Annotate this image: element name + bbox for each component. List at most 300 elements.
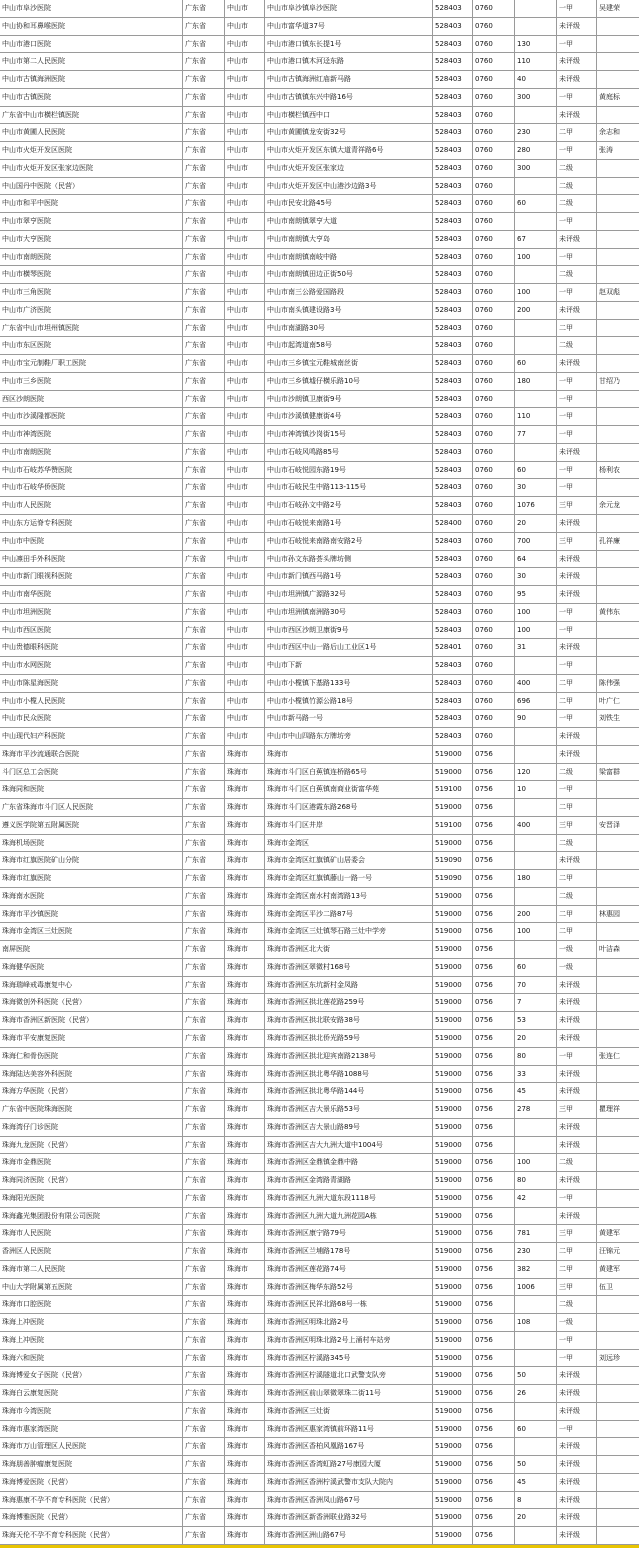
director-cell [596,1119,639,1136]
hospital-name-cell: 中山市横琴医院 [2,270,51,279]
postcode-cell: 519000 [432,941,472,958]
province-cell: 广东省 [182,959,224,976]
table-row [0,1350,639,1368]
grade-cell: 一甲 [556,89,596,106]
director-cell [596,1314,639,1331]
grade-cell: 一甲 [556,710,596,727]
province-cell: 广东省 [182,675,224,692]
city-cell: 中山市 [224,302,264,319]
area-code-cell: 0756 [472,799,514,816]
address-cell: 中山市南头镇建设路3号 [264,302,432,319]
table-row [0,906,639,924]
table-row [0,1225,639,1243]
province-cell: 广东省 [182,1350,224,1367]
address-cell: 中山市富华道37号 [264,18,432,35]
city-cell: 中山市 [224,36,264,53]
province-cell: 广东省 [182,426,224,443]
province-cell: 广东省 [182,302,224,319]
bed-count-cell: 300 [514,89,556,106]
postcode-cell: 519000 [432,1296,472,1313]
hospital-name-cell: 中山市石岐苏华赞医院 [2,465,72,474]
area-code-cell: 0760 [472,231,514,248]
hospital-name-cell: 斗门区总工会医院 [2,767,58,776]
hospital-name-cell: 中山大学附属第五医院 [2,1282,72,1291]
table-row [0,1243,639,1261]
postcode-cell: 528403 [432,71,472,88]
postcode-cell: 528403 [432,178,472,195]
grade-cell: 未评级 [556,302,596,319]
postcode-cell: 528403 [432,302,472,319]
postcode-cell: 519000 [432,1243,472,1260]
area-code-cell: 0756 [472,1243,514,1260]
table-row [0,1119,639,1137]
address-cell: 中山市南朗镇南岐中路 [264,249,432,266]
area-code-cell: 0756 [472,870,514,887]
table-row [0,622,639,640]
province-cell: 广东省 [182,1048,224,1065]
city-cell: 中山市 [224,71,264,88]
city-cell: 中山市 [224,53,264,70]
director-cell: 刘远珍 [596,1350,639,1367]
area-code-cell: 0756 [472,835,514,852]
director-cell [596,1456,639,1473]
grade-cell: 一甲 [556,284,596,301]
address-cell: 珠海市香洲区东坑新村金凤路 [264,977,432,994]
postcode-cell: 528403 [432,124,472,141]
hospital-name-cell: 珠海鑫光集团股份有限公司医院 [2,1211,100,1220]
bed-count-cell: 40 [514,71,556,88]
grade-cell: 一甲 [556,213,596,230]
city-cell: 珠海市 [224,746,264,763]
director-cell: 伍卫 [596,1279,639,1296]
area-code-cell: 0760 [472,568,514,585]
address-cell: 中山市坦洲镇广源路32号 [264,586,432,603]
hospital-name-cell: 珠海市香洲区新医院（民营） [2,1016,93,1025]
city-cell: 中山市 [224,462,264,479]
table-row [0,977,639,995]
city-cell: 中山市 [224,124,264,141]
city-cell: 珠海市 [224,923,264,940]
postcode-cell: 519000 [432,977,472,994]
grade-cell: 一甲 [556,622,596,639]
address-cell: 中山市石岐悦来南路南安路2号 [264,533,432,550]
director-cell [596,320,639,337]
bed-count-cell: 42 [514,1190,556,1207]
city-cell: 珠海市 [224,781,264,798]
area-code-cell: 0760 [472,178,514,195]
area-code-cell: 0760 [472,604,514,621]
postcode-cell: 528403 [432,249,472,266]
area-code-cell: 0760 [472,0,514,17]
director-cell [596,1509,639,1526]
hospital-name-cell: 珠海市今湾医院 [2,1406,51,1415]
grade-cell: 未评级 [556,1492,596,1509]
city-cell: 珠海市 [224,1403,264,1420]
director-cell [596,160,639,177]
grade-cell: 未评级 [556,1385,596,1402]
province-cell: 广东省 [182,107,224,124]
bed-count-cell: 26 [514,1385,556,1402]
bed-count-cell: 67 [514,231,556,248]
table-row [0,781,639,799]
area-code-cell: 0756 [472,1172,514,1189]
table-row [0,533,639,551]
hospital-name-cell: 中山市新门眼视科医院 [2,572,72,581]
director-cell [596,1438,639,1455]
bed-count-cell: 30 [514,479,556,496]
province-cell: 广东省 [182,1101,224,1118]
director-cell [596,852,639,869]
hospital-name-cell: 中山市港口医院 [2,39,51,48]
area-code-cell: 0756 [472,1456,514,1473]
grade-cell: 二级 [556,1154,596,1171]
city-cell: 中山市 [224,444,264,461]
hospital-name-cell: 珠海同济医院（民营） [2,1176,72,1185]
postcode-cell: 519000 [432,994,472,1011]
city-cell: 中山市 [224,639,264,656]
province-cell: 广东省 [182,764,224,781]
bed-count-cell [514,1296,556,1313]
table-row [0,213,639,231]
province-cell: 广东省 [182,444,224,461]
bed-count-cell [514,107,556,124]
city-cell: 中山市 [224,373,264,390]
table-row [0,71,639,89]
hospital-name-cell: 珠海市第二人民医院 [2,1264,65,1273]
bed-count-cell: 120 [514,764,556,781]
bed-count-cell: 77 [514,426,556,443]
bed-count-cell: 60 [514,355,556,372]
grade-cell: 未评级 [556,1172,596,1189]
hospital-name-cell: 中山市古镇医院 [2,92,51,101]
table-row [0,1101,639,1119]
province-cell: 广东省 [182,1119,224,1136]
hospital-name-cell: 中山市火炬开发区张家边医院 [2,163,93,172]
bed-count-cell [514,728,556,745]
bed-count-cell [514,1119,556,1136]
bed-count-cell [514,1403,556,1420]
director-cell [596,799,639,816]
province-cell: 广东省 [182,53,224,70]
address-cell: 珠海市金湾区南水村南湾路13号 [264,888,432,905]
grade-cell: 未评级 [556,1030,596,1047]
city-cell: 珠海市 [224,1012,264,1029]
table-row [0,107,639,125]
postcode-cell: 519000 [432,1119,472,1136]
hospital-name-cell: 珠海市平沙镇医院 [2,909,58,918]
city-cell: 中山市 [224,320,264,337]
city-cell: 珠海市 [224,1083,264,1100]
area-code-cell: 0756 [472,906,514,923]
bed-count-cell [514,337,556,354]
table-row [0,675,639,693]
director-cell [596,337,639,354]
bed-count-cell: 781 [514,1225,556,1242]
city-cell: 中山市 [224,249,264,266]
province-cell: 广东省 [182,1296,224,1313]
bed-count-cell: 382 [514,1261,556,1278]
director-cell: 余元龙 [596,497,639,514]
grade-cell: 未评级 [556,107,596,124]
hospital-name-cell: 珠海方华医院（民营） [2,1087,72,1096]
city-cell: 中山市 [224,355,264,372]
table-row [0,444,639,462]
director-cell [596,18,639,35]
hospital-name-cell: 西区沙朗医院 [2,394,44,403]
address-cell: 珠海市香洲区拱北联安路38号 [264,1012,432,1029]
bed-count-cell: 53 [514,1012,556,1029]
city-cell: 珠海市 [224,1296,264,1313]
grade-cell: 未评级 [556,586,596,603]
hospital-name-cell: 中山市大亨医院 [2,234,51,243]
hospital-name-cell: 珠海市金鼎医院 [2,1158,51,1167]
postcode-cell: 519000 [432,1030,472,1047]
postcode-cell: 528403 [432,675,472,692]
province-cell: 广东省 [182,568,224,585]
province-cell: 广东省 [182,284,224,301]
province-cell: 广东省 [182,906,224,923]
area-code-cell: 0756 [472,1367,514,1384]
address-cell: 珠海市金湾区平沙二路87号 [264,906,432,923]
area-code-cell: 0760 [472,142,514,159]
city-cell: 珠海市 [224,1137,264,1154]
area-code-cell: 0760 [472,586,514,603]
area-code-cell: 0760 [472,551,514,568]
area-code-cell: 0760 [472,36,514,53]
address-cell: 珠海市香洲区拱北粤华路144号 [264,1083,432,1100]
city-cell: 珠海市 [224,1350,264,1367]
postcode-cell: 519000 [432,1314,472,1331]
hospital-name-cell: 珠海微创外科医院（民营） [2,998,86,1007]
postcode-cell: 519000 [432,1190,472,1207]
postcode-cell: 519000 [432,959,472,976]
hospital-name-cell: 珠海陆达美容外科医院 [2,1069,72,1078]
province-cell: 广东省 [182,870,224,887]
grade-cell: 一甲 [556,1190,596,1207]
area-code-cell: 0760 [472,533,514,550]
city-cell: 中山市 [224,142,264,159]
city-cell: 中山市 [224,479,264,496]
city-cell: 珠海市 [224,817,264,834]
postcode-cell: 519000 [432,746,472,763]
province-cell: 广东省 [182,1332,224,1349]
hospital-name-cell: 中山市火炬开发区医院 [2,146,72,155]
province-cell: 广东省 [182,18,224,35]
postcode-cell: 519000 [432,1154,472,1171]
director-cell: 林惠园 [596,906,639,923]
table-row [0,1012,639,1030]
city-cell: 珠海市 [224,1367,264,1384]
province-cell: 广东省 [182,195,224,212]
province-cell: 广东省 [182,1190,224,1207]
postcode-cell: 528403 [432,337,472,354]
table-row [0,355,639,373]
province-cell: 广东省 [182,852,224,869]
table-row [0,36,639,54]
table-row [0,408,639,426]
address-cell: 中山市神湾镇沙岗街15号 [264,426,432,443]
address-cell: 珠海市香洲区拱北侨光路59号 [264,1030,432,1047]
province-cell: 广东省 [182,835,224,852]
hospital-name-cell: 广东省中山市横栏镇医院 [2,110,79,119]
table-row [0,817,639,835]
director-cell [596,515,639,532]
province-cell: 广东省 [182,799,224,816]
postcode-cell: 519000 [432,1350,472,1367]
postcode-cell: 519000 [432,1456,472,1473]
grade-cell: 未评级 [556,1367,596,1384]
city-cell: 珠海市 [224,1119,264,1136]
table-row [0,1030,639,1048]
table-row [0,870,639,888]
bed-count-cell: 8 [514,1492,556,1509]
city-cell: 珠海市 [224,1421,264,1438]
table-row [0,1279,639,1297]
bed-count-cell [514,1350,556,1367]
hospital-name-cell: 珠海瑞峰戒毒康复中心 [2,980,72,989]
address-cell: 珠海市香洲区梅华东路52号 [264,1279,432,1296]
director-cell [596,444,639,461]
grade-cell: 三甲 [556,533,596,550]
grade-cell: 未评级 [556,746,596,763]
city-cell: 珠海市 [224,1048,264,1065]
table-row [0,888,639,906]
city-cell: 中山市 [224,284,264,301]
postcode-cell: 528403 [432,18,472,35]
postcode-cell: 519100 [432,781,472,798]
area-code-cell: 0756 [472,1314,514,1331]
bed-count-cell [514,852,556,869]
grade-cell: 二甲 [556,693,596,710]
table-row [0,551,639,569]
table-row [0,1474,639,1492]
area-code-cell: 0756 [472,1208,514,1225]
city-cell: 珠海市 [224,835,264,852]
hospital-name-cell: 中山市陈星海医院 [2,678,58,687]
hospital-name-cell: 珠海上冲医院 [2,1335,44,1344]
area-code-cell: 0756 [472,1048,514,1065]
bed-count-cell: 60 [514,959,556,976]
bed-count-cell: 100 [514,284,556,301]
area-code-cell: 0756 [472,764,514,781]
bed-count-cell: 1076 [514,497,556,514]
address-cell: 中山市中山四路东方牌坊旁 [264,728,432,745]
postcode-cell: 528403 [432,533,472,550]
table-row [0,1509,639,1527]
area-code-cell: 0756 [472,1332,514,1349]
bed-count-cell [514,1332,556,1349]
province-cell: 广东省 [182,781,224,798]
postcode-cell: 528403 [432,373,472,390]
address-cell: 中山市新门镇西马路1号 [264,568,432,585]
city-cell: 珠海市 [224,906,264,923]
grade-cell: 三甲 [556,1279,596,1296]
postcode-cell: 519000 [432,906,472,923]
grade-cell: 未评级 [556,18,596,35]
table-row [0,1403,639,1421]
address-cell: 中山市南湖路30号 [264,320,432,337]
hospital-name-cell: 珠海市红旗医院 [2,874,51,883]
hospital-name-cell: 珠海健华医院 [2,962,44,971]
postcode-cell: 528401 [432,639,472,656]
table-row [0,124,639,142]
area-code-cell: 0756 [472,1492,514,1509]
area-code-cell: 0756 [472,941,514,958]
table-row [0,178,639,196]
area-code-cell: 0756 [472,852,514,869]
city-cell: 中山市 [224,107,264,124]
grade-cell: 未评级 [556,1438,596,1455]
province-cell: 广东省 [182,1279,224,1296]
province-cell: 广东省 [182,479,224,496]
postcode-cell: 528403 [432,710,472,727]
address-cell: 珠海市香洲区香湾虹路27号康园大厦 [264,1456,432,1473]
hospital-name-cell: 中山市东区医院 [2,341,51,350]
director-cell [596,639,639,656]
hospital-name-cell: 珠海市红旗医院矿山分院 [2,856,79,865]
postcode-cell: 519000 [432,799,472,816]
table-row [0,1083,639,1101]
director-cell [596,71,639,88]
postcode-cell: 528403 [432,284,472,301]
area-code-cell: 0756 [472,1083,514,1100]
grade-cell: 未评级 [556,1119,596,1136]
director-cell [596,231,639,248]
area-code-cell: 0756 [472,1012,514,1029]
director-cell [596,728,639,745]
director-cell [596,835,639,852]
city-cell: 中山市 [224,693,264,710]
grade-cell: 未评级 [556,1456,596,1473]
bed-count-cell [514,18,556,35]
director-cell: 刘铁生 [596,710,639,727]
postcode-cell: 528403 [432,160,472,177]
bed-count-cell [514,391,556,408]
area-code-cell: 0756 [472,1066,514,1083]
grade-cell: 一级 [556,959,596,976]
director-cell [596,959,639,976]
address-cell: 珠海市斗门区港霞东路268号 [264,799,432,816]
hospital-name-cell: 中山市石岐华侨医院 [2,483,65,492]
hospital-name-cell: 中山贵德眼科医院 [2,643,58,652]
grade-cell: 未评级 [556,852,596,869]
hospital-name-cell: 中山市南朗医院 [2,252,51,261]
postcode-cell: 519000 [432,1208,472,1225]
area-code-cell: 0756 [472,923,514,940]
hospital-name-cell: 中山市民众医院 [2,714,51,723]
hospital-name-cell: 珠海阳光医院 [2,1193,44,1202]
bed-count-cell: 300 [514,160,556,177]
table-row [0,1172,639,1190]
bed-count-cell: 180 [514,373,556,390]
city-cell: 中山市 [224,622,264,639]
director-cell [596,479,639,496]
province-cell: 广东省 [182,533,224,550]
province-cell: 广东省 [182,888,224,905]
province-cell: 广东省 [182,1083,224,1100]
city-cell: 珠海市 [224,1314,264,1331]
city-cell: 珠海市 [224,1527,264,1544]
city-cell: 珠海市 [224,1066,264,1083]
table-row [0,231,639,249]
postcode-cell: 519000 [432,1438,472,1455]
hospital-name-cell: 珠海市口腔医院 [2,1300,51,1309]
postcode-cell: 528403 [432,622,472,639]
area-code-cell: 0756 [472,817,514,834]
table-row [0,586,639,604]
grade-cell: 二级 [556,1296,596,1313]
grade-cell: 未评级 [556,1012,596,1029]
